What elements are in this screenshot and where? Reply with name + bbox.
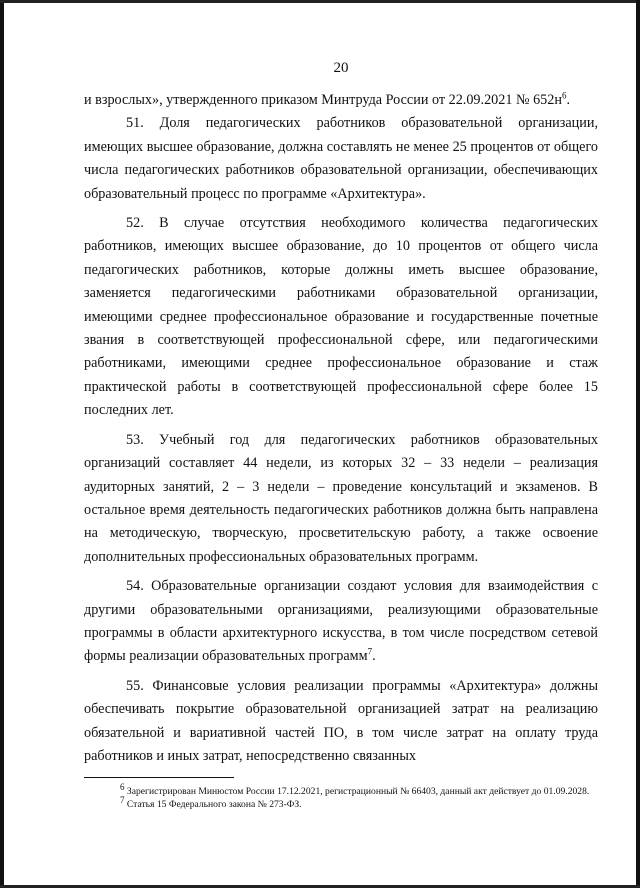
footnote-7: $^7$ Статья 15 Федерального закона № 273-ФЗ. [120, 794, 302, 810]
footnote-ref-6: 6 [561, 90, 567, 101]
paragraph-54: 54. Образовательные организации создают условия для взаимодействия с другими образовательными организациями, реализующими образовательные программы в области архитектурного искусства, в том числе посредством сетевой формы реализации образовательных программ$^7$. [84, 578, 598, 665]
document-body [84, 89, 598, 768]
page-number: 20 [333, 60, 349, 76]
footnote-ref-7: 7 [367, 646, 373, 657]
paragraph-52: 52. В случае отсутствия необходимого количества педагогических работников, имеющих высшее образование, до 10 процентов от общего числа педагогических работников, которые должны иметь высшее образование, заменяется педагогическими работниками образовательной организации, имеющими среднее профессиональное образование и государственные почетные звания в соответствующей профессиональной сфере, или педагогическими работниками, имеющими среднее профессиональное образование и стаж практической работы в соответствующей профессиональной сфере более 15 последних лет. [84, 215, 598, 419]
paragraph-continuation: и взрослых», утвержденного приказом Минтруда России от 22.09.2021 № $652н^6$. [84, 90, 571, 108]
footnote-6: $^6$ Зарегистрирован Минюстом России 17.12.2021, регистрационный № 66403, данный акт действует до 01.09.2028. [120, 781, 590, 797]
footnotes [84, 781, 598, 811]
footnote-separator [84, 777, 234, 778]
scan-border-top [0, 0, 640, 3]
paragraph-53: 53. Учебный год для педагогических работников образовательных организаций составляет 44 недели, из которых 32 – 33 недели – реализация аудиторных занятий, 2 – 3 недели – проведение консультаций и экзаменов. В остальное время деятельность педагогических работников должна быть направлена на методическую, творческую, просветительскую работу, а также освоение дополнительных профессиональных образовательных программ. [84, 431, 598, 565]
scan-border-left [0, 0, 4, 888]
paragraph-51: 51. Доля педагогических работников образовательной организации, имеющих высшее образование, должна составлять не менее 25 процентов от общего числа педагогических работников образовательной организации, обеспечивающих образовательный процесс по программе «Архитектура». [84, 115, 598, 202]
paragraph-55: 55. Финансовые условия реализации программы «Архитектура» должны обеспечивать покрытие образовательной организацией затрат на реализацию обязательной и вариативной частей ПО, в том числе затрат на оплату труда работников и иных затрат, непосредственно связанных [84, 677, 598, 764]
scan-border-right [636, 0, 640, 888]
document-page [84, 60, 598, 768]
